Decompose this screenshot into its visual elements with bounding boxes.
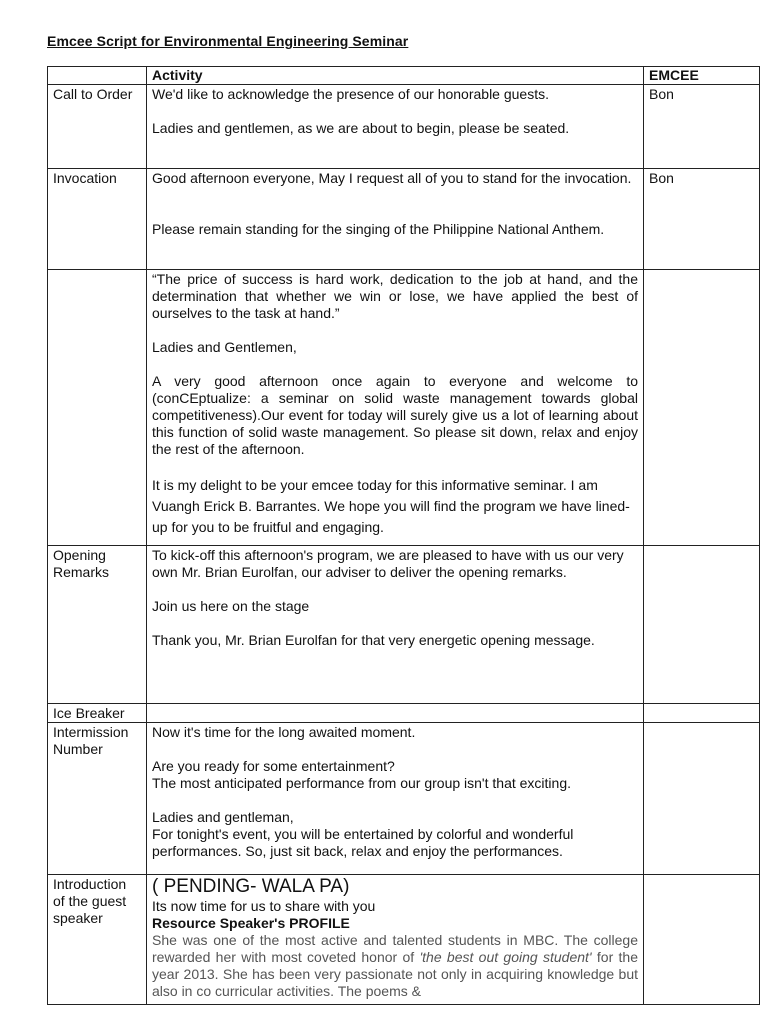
header-section bbox=[48, 67, 147, 85]
table-row bbox=[48, 546, 760, 704]
table-header-row bbox=[48, 67, 760, 85]
script-line: Good afternoon everyone, May I request all of you to stand for the invocation. bbox=[152, 170, 632, 186]
script-line: It is my delight to be your emcee today for this informative seminar. I am Vuangh Erick B. Barrantes. We hope you will find the program we have lined-up for you to be fruitful and engaging. bbox=[152, 477, 630, 535]
row-emcee: Bon bbox=[644, 169, 760, 270]
row-activity bbox=[147, 704, 644, 723]
script-line: For tonight's event, you will be entertained by colorful and wonderful performances. So, just sit back, relax and enjoy the performances. bbox=[152, 826, 574, 859]
row-activity bbox=[147, 546, 644, 704]
script-line: Ladies and Gentlemen, bbox=[152, 339, 297, 355]
header-activity: Activity bbox=[147, 67, 644, 85]
document-title: Emcee Script for Environmental Engineering Seminar bbox=[47, 33, 409, 49]
profile-text-part: for the year 2013. She has been very passionate not only in acquiring knowledge but also in co curricular activities. The poems & bbox=[152, 949, 638, 999]
speaker-profile-text bbox=[152, 932, 638, 1000]
row-emcee bbox=[644, 546, 760, 704]
table-row bbox=[48, 85, 760, 169]
script-line: Its now time for us to share with you bbox=[152, 898, 376, 914]
row-section-label: Invocation bbox=[48, 169, 147, 270]
row-section-label: Introduction of the guest speaker bbox=[48, 875, 147, 1005]
row-section-label: Call to Order bbox=[48, 85, 147, 169]
script-line: Thank you, Mr. Brian Eurolfan for that very energetic opening message. bbox=[152, 632, 595, 648]
row-section-label: Ice Breaker bbox=[48, 704, 147, 723]
script-line: Please remain standing for the singing of the Philippine National Anthem. bbox=[152, 221, 605, 237]
table-row bbox=[48, 270, 760, 546]
profile-text-part: She was one of the most active and talented students in MBC. The college rewarded her with most coveted honor of bbox=[152, 932, 638, 965]
row-section-label: Opening Remarks bbox=[48, 546, 147, 704]
table-row bbox=[48, 875, 760, 1005]
row-emcee bbox=[644, 270, 760, 546]
profile-honor: 'the best out going student' bbox=[419, 949, 592, 965]
table-row bbox=[48, 704, 760, 723]
script-line: A very good afternoon once again to everyone and welcome to (conCEptualize: a seminar on solid waste management towards global competitiveness).Our event for today will surely give us a lot of learning about this function of solid waste management. So please sit down, relax and enjoy the rest of the afternoon. bbox=[152, 373, 638, 457]
pending-note: ( PENDING- WALA PA) bbox=[152, 876, 350, 897]
script-line: Now it's time for the long awaited moment. bbox=[152, 724, 416, 740]
row-emcee: Bon bbox=[644, 85, 760, 169]
emcee-script-table bbox=[47, 66, 760, 1005]
script-line: We'd like to acknowledge the presence of our honorable guests. bbox=[152, 86, 549, 102]
table-row bbox=[48, 723, 760, 875]
row-emcee bbox=[644, 704, 760, 723]
script-line: Ladies and gentlemen, as we are about to begin, please be seated. bbox=[152, 120, 570, 136]
script-line: Are you ready for some entertainment? bbox=[152, 758, 395, 774]
header-emcee: EMCEE bbox=[644, 67, 760, 85]
row-emcee bbox=[644, 723, 760, 875]
row-emcee bbox=[644, 875, 760, 1005]
row-activity bbox=[147, 169, 644, 270]
row-activity bbox=[147, 723, 644, 875]
script-line: “The price of success is hard work, dedication to the job at hand, and the determination that whether we win or lose, we have applied the best of ourselves to the task at hand.” bbox=[152, 271, 638, 321]
profile-heading: Resource Speaker's PROFILE bbox=[152, 915, 350, 931]
script-line: Join us here on the stage bbox=[152, 598, 310, 614]
script-line: The most anticipated performance from our group isn't that exciting. bbox=[152, 775, 571, 791]
row-activity bbox=[147, 875, 644, 1005]
row-activity bbox=[147, 270, 644, 546]
row-section-label bbox=[48, 270, 147, 546]
row-section-label: Intermission Number bbox=[48, 723, 147, 875]
row-activity bbox=[147, 85, 644, 169]
script-line: To kick-off this afternoon's program, we are pleased to have with us our very own Mr. Brian Eurolfan, our adviser to deliver the opening remarks. bbox=[152, 547, 624, 580]
table-row bbox=[48, 169, 760, 270]
script-line: Ladies and gentleman, bbox=[152, 809, 294, 825]
